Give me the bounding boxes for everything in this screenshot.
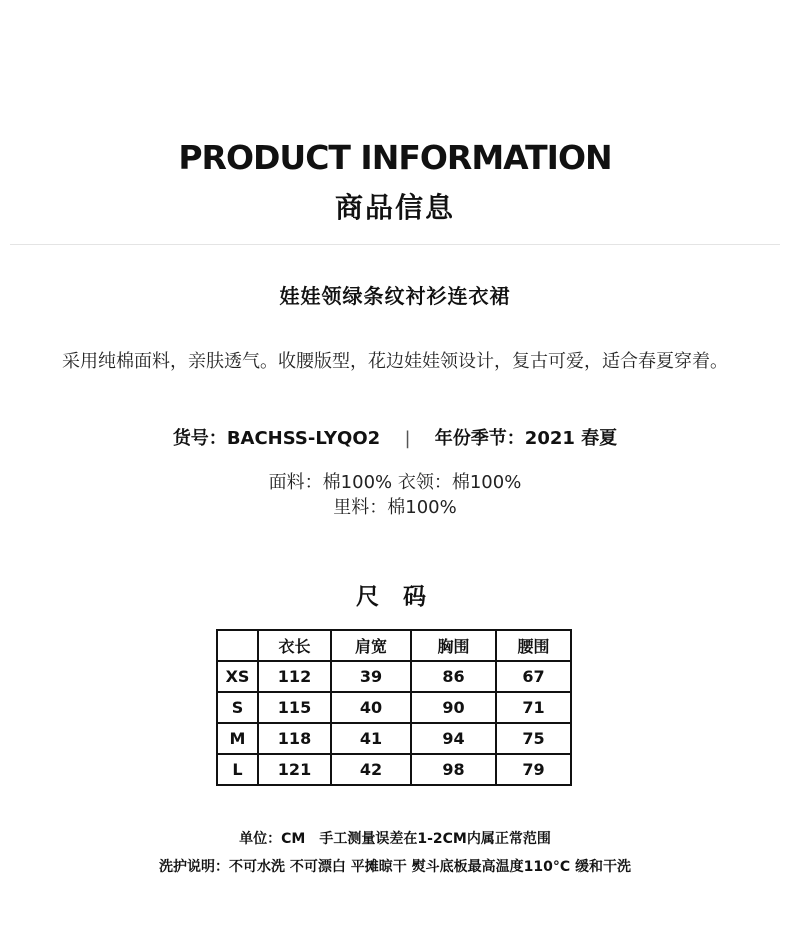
table-header-cell: 腰围	[496, 630, 571, 661]
table-header-row	[217, 630, 571, 661]
table-cell: L	[217, 754, 258, 785]
table-cell: 71	[496, 692, 571, 723]
table-cell: XS	[217, 661, 258, 692]
care-instructions: 洗护说明：不可水洗 不可漂白 平摊晾干 熨斗底板最高温度110°C 缓和干洗	[159, 859, 631, 875]
table-cell: 39	[331, 661, 411, 692]
table-row	[217, 692, 571, 723]
table-row	[217, 661, 571, 692]
table-cell: 98	[411, 754, 496, 785]
table-header-cell	[217, 630, 258, 661]
unit-label: 单位：CM	[239, 831, 306, 847]
table-cell: 41	[331, 723, 411, 754]
lining-line: 里料：棉100%	[333, 497, 457, 518]
material-info	[0, 470, 790, 520]
table-cell: 42	[331, 754, 411, 785]
table-cell: M	[217, 723, 258, 754]
table-row	[217, 723, 571, 754]
meta-separator: |	[404, 428, 411, 449]
product-description: 采用纯棉面料，亲肤透气。收腰版型，花边娃娃领设计，复古可爱，适合春夏穿着。	[62, 351, 728, 372]
table-cell: 40	[331, 692, 411, 723]
measurement-note	[0, 828, 790, 848]
page-title-en: PRODUCT INFORMATION	[178, 138, 612, 177]
season-label: 年份季节：	[434, 428, 525, 449]
table-cell: 94	[411, 723, 496, 754]
size-heading: 尺 码	[355, 584, 434, 610]
table-row	[217, 754, 571, 785]
table-header-cell: 胸围	[411, 630, 496, 661]
table-cell: 86	[411, 661, 496, 692]
size-table	[216, 629, 572, 786]
sku-value: BACHSS-LYQO2	[226, 428, 381, 449]
table-cell: 115	[258, 692, 331, 723]
season-value: 2021 春夏	[524, 428, 618, 449]
tolerance-note: 手工测量误差在1-2CM内属正常范围	[319, 831, 551, 847]
sku-label: 货号：	[172, 428, 227, 449]
table-cell: 75	[496, 723, 571, 754]
table-cell: S	[217, 692, 258, 723]
page-title-zh: 商品信息	[334, 191, 455, 224]
section-divider	[10, 244, 780, 245]
product-name: 娃娃领绿条纹衬衫连衣裙	[279, 284, 511, 308]
table-cell: 79	[496, 754, 571, 785]
product-meta	[0, 424, 790, 450]
table-cell: 67	[496, 661, 571, 692]
table-cell: 118	[258, 723, 331, 754]
material-line: 面料：棉100% 衣领：棉100%	[268, 472, 522, 493]
table-header-cell: 肩宽	[331, 630, 411, 661]
table-cell: 112	[258, 661, 331, 692]
table-header-cell: 衣长	[258, 630, 331, 661]
table-cell: 90	[411, 692, 496, 723]
table-cell: 121	[258, 754, 331, 785]
